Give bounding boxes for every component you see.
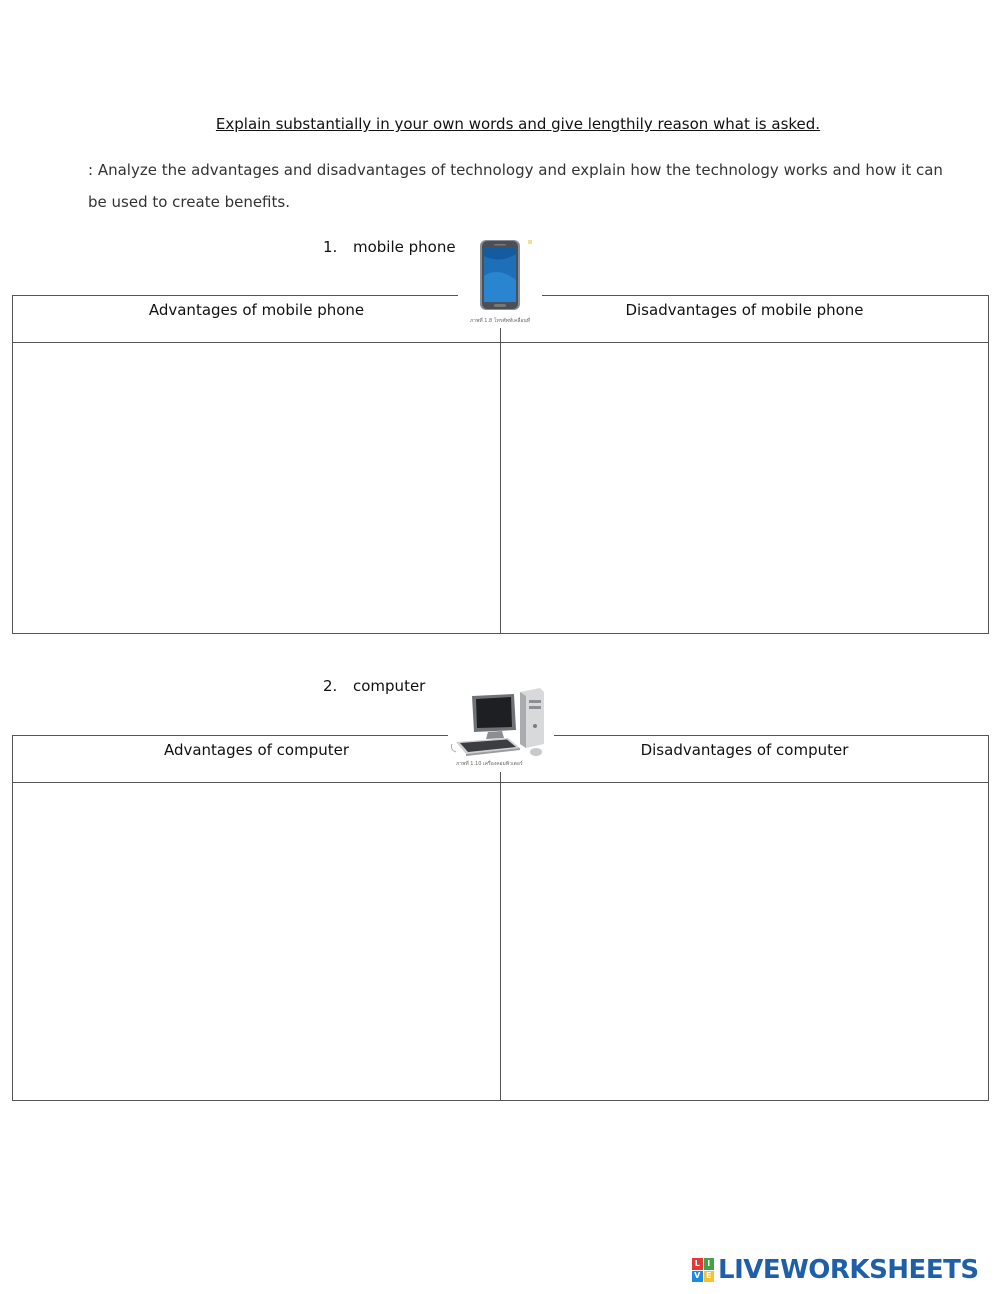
item-2-label (323, 677, 425, 695)
computer-table (12, 735, 989, 1101)
logo-badge-letter: E (704, 1271, 715, 1283)
mobile-phone-icon (458, 236, 542, 328)
item-1-title: mobile phone (353, 238, 456, 256)
item-2-title: computer (353, 677, 426, 695)
computer-caption: ภาพที่ 1.10 เครื่องคอมพิวเตอร์ (456, 761, 523, 767)
mobile-phone-image (458, 236, 542, 328)
logo-badge-icon (692, 1258, 714, 1282)
advantages-mobile-header: Advantages of mobile phone (13, 296, 501, 343)
liveworksheets-logo (692, 1255, 979, 1285)
disadvantages-mobile-answer-cell[interactable] (501, 343, 989, 634)
instructions-text: : Analyze the advantages and disadvantages of technology and explain how the technology works and how it can be used to create benefits. (88, 161, 943, 211)
worksheet-heading: Explain substantially in your own words and give lengthily reason what is asked. (215, 115, 821, 133)
logo-text: LIVEWORKSHEETS (718, 1255, 979, 1285)
disadvantages-computer-answer-cell[interactable] (501, 783, 989, 1101)
mobile-phone-caption: ภาพที่ 1.8 โทรศัพท์เคลื่อนที่ (470, 318, 531, 324)
logo-badge-letter: I (704, 1258, 715, 1270)
logo-badge-letter: L (692, 1258, 703, 1270)
mobile-phone-table (12, 295, 989, 634)
item-1-label (323, 238, 456, 256)
disadvantages-mobile-header: Disadvantages of mobile phone (501, 296, 989, 343)
item-2-number: 2. (323, 677, 338, 695)
advantages-computer-header: Advantages of computer (13, 736, 501, 783)
item-1-number: 1. (323, 238, 338, 256)
logo-badge-letter: V (692, 1271, 703, 1283)
advantages-computer-answer-cell[interactable] (13, 783, 501, 1101)
computer-image (448, 686, 554, 772)
disadvantages-computer-header: Disadvantages of computer (501, 736, 989, 783)
advantages-mobile-answer-cell[interactable] (13, 343, 501, 634)
